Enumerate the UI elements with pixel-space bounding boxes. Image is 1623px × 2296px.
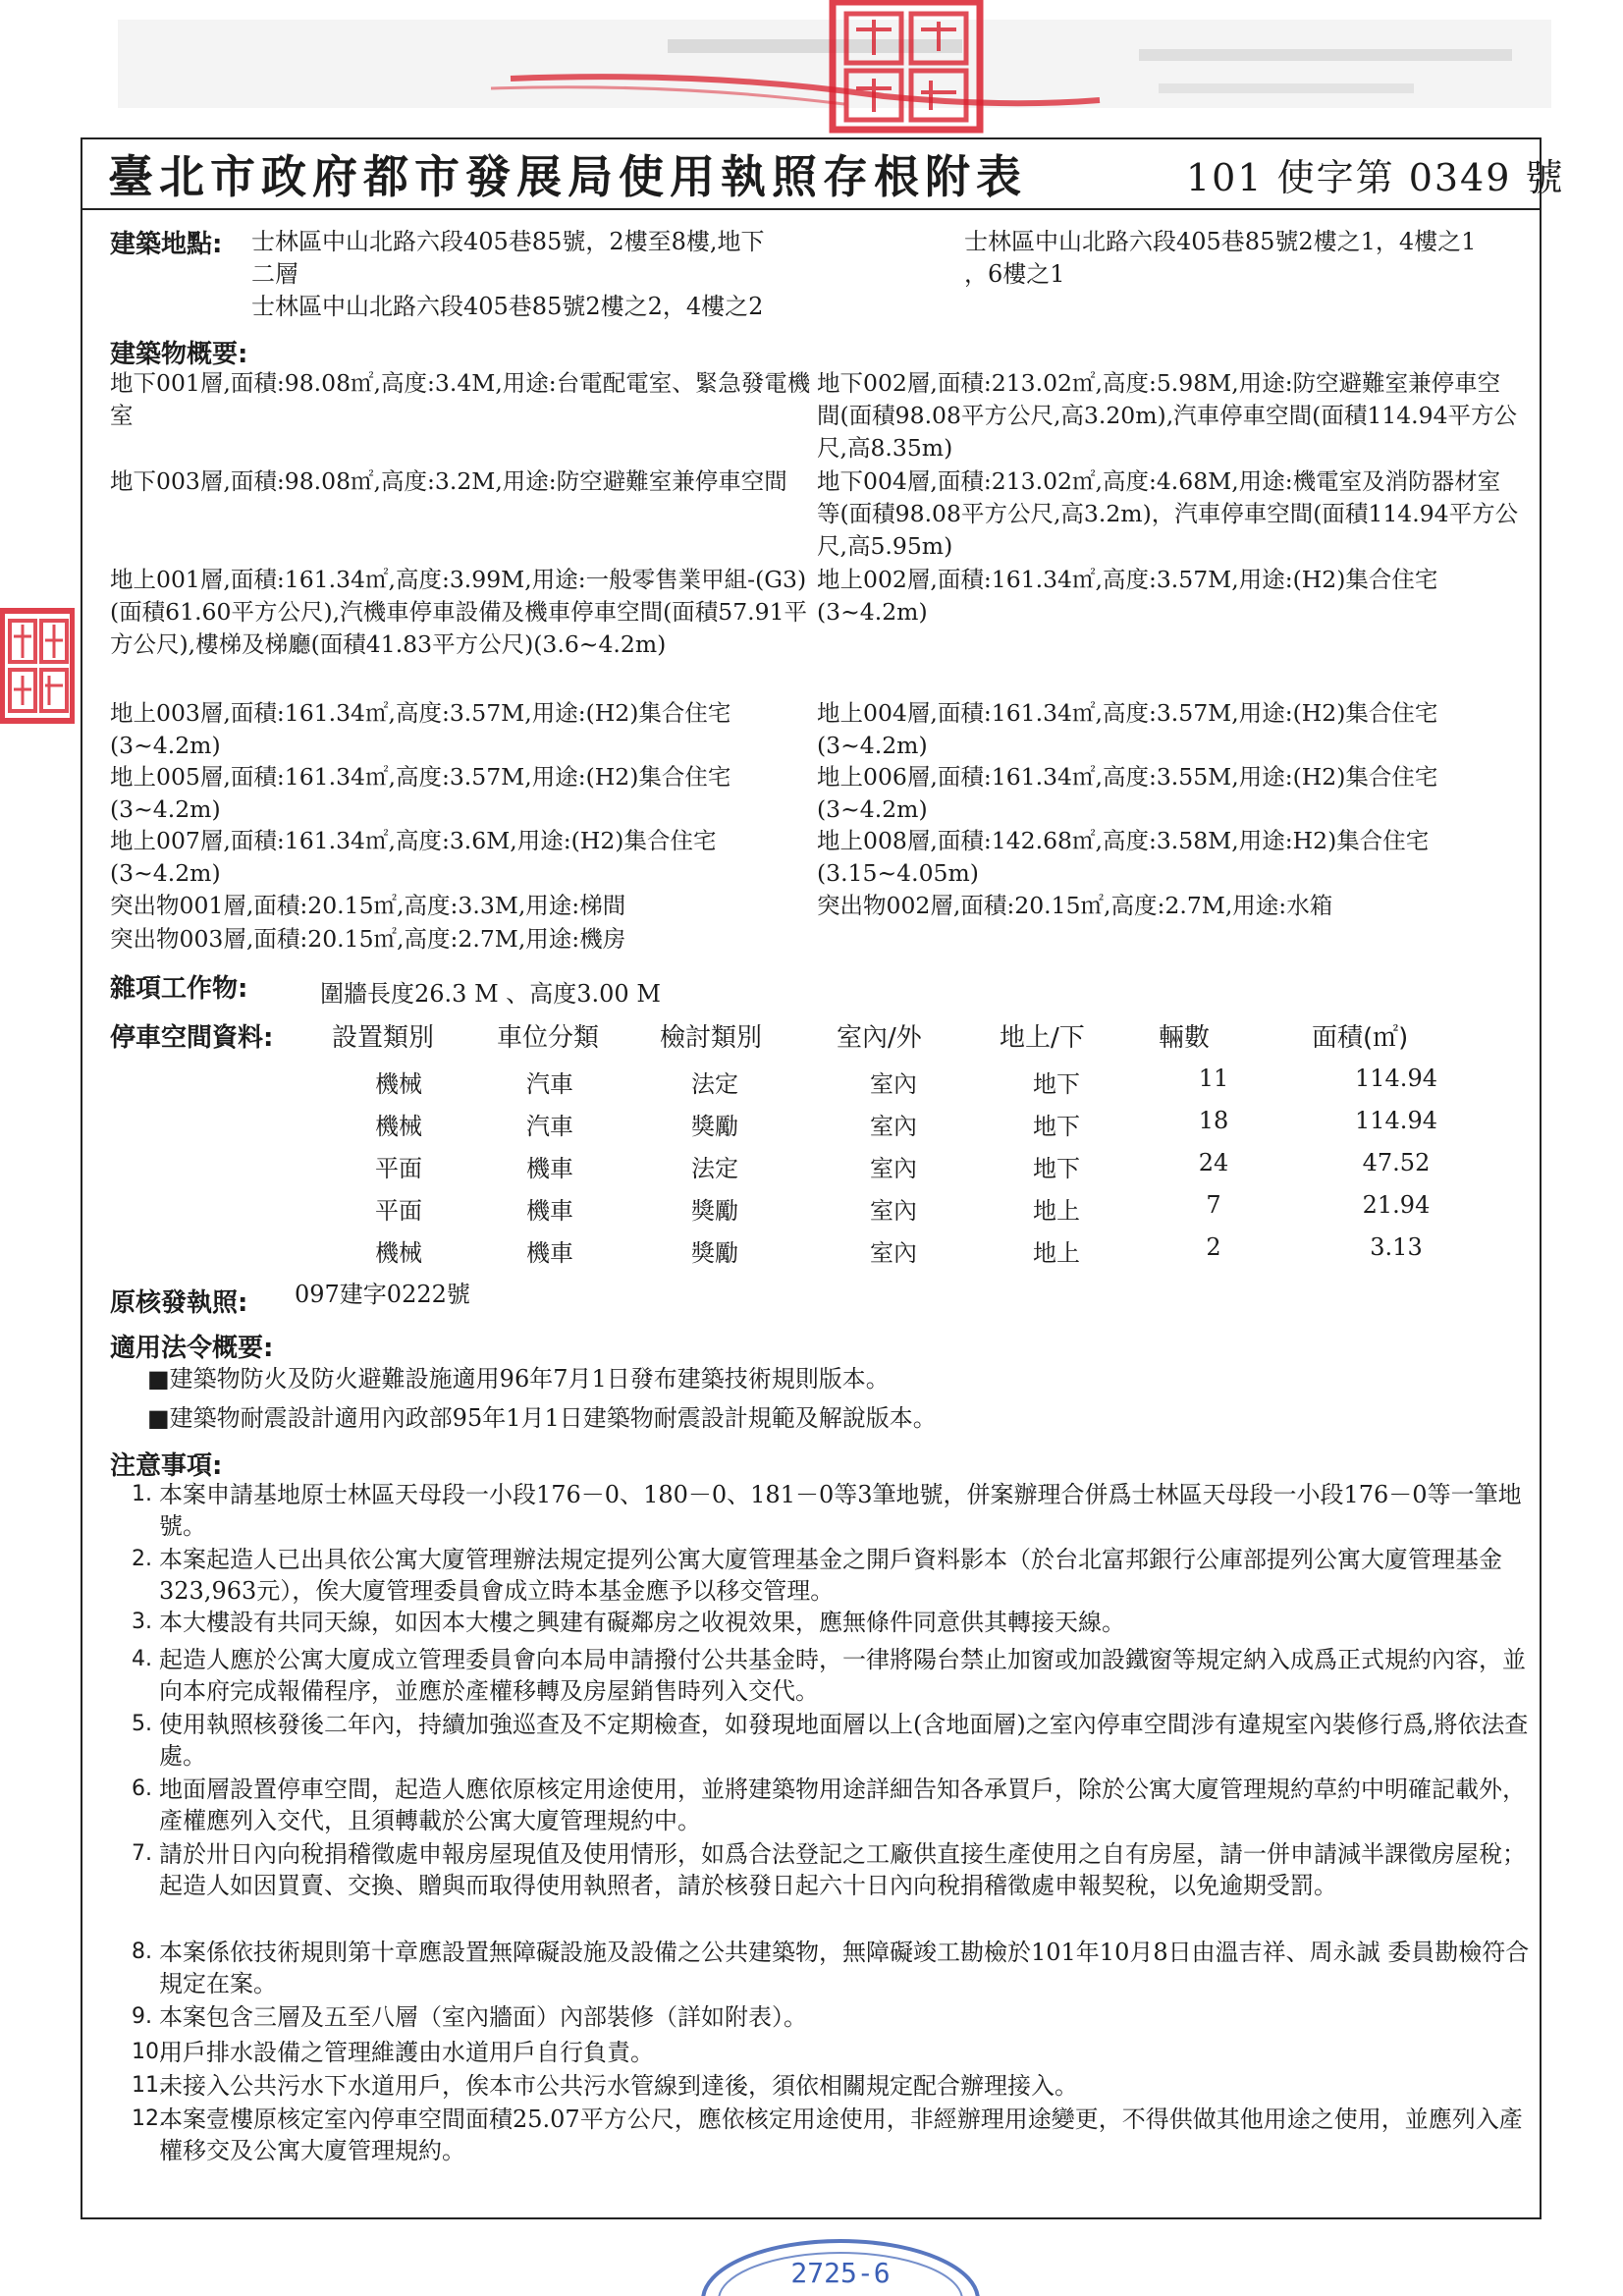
parking-cell: 114.94 bbox=[1355, 1065, 1437, 1092]
parking-cell: 法定 bbox=[691, 1155, 738, 1182]
floor-entry: 地上006層,面積:161.34㎡,高度:3.55M,用途:(H2)集合住宅(3~4.2m) bbox=[817, 763, 1438, 823]
parking-cell: 3.13 bbox=[1370, 1233, 1423, 1261]
misc-value: 圍牆長度26.3 M 、高度3.00 M bbox=[320, 980, 661, 1008]
parking-cell: 平面 bbox=[375, 1197, 422, 1225]
site-section bbox=[110, 220, 1524, 328]
parking-cell: 24 bbox=[1198, 1149, 1229, 1176]
parking-cell: 7 bbox=[1206, 1191, 1221, 1219]
date-stamp-bottom bbox=[693, 2221, 988, 2296]
parking-cell: 21.94 bbox=[1362, 1191, 1431, 1219]
parking-label: 停車空間資料: bbox=[110, 1023, 274, 1053]
parking-cell: 平面 bbox=[375, 1155, 422, 1182]
floor-entry: 地下002層,面積:213.02㎡,高度:5.98M,用途:防空避難室兼停車空間(面積98.08平方公尺,高3.20m),汽車停車空間(面積114.94平方公尺,高8.35m) bbox=[817, 369, 1518, 462]
parking-cell: 地上 bbox=[1033, 1197, 1080, 1225]
parking-cell: 地上 bbox=[1033, 1239, 1080, 1267]
official-seal-left bbox=[0, 607, 75, 725]
floor-entry: 地上008層,面積:142.68㎡,高度:3.58M,用途:H2)集合住宅(3.15~4.05m) bbox=[817, 827, 1430, 887]
floor-entry: 地上001層,面積:161.34㎡,高度:3.99M,用途:一般零售業甲組-(G3)(面積61.60平方公尺),汽機車停車設備及機車停車空間(面積57.91平方公尺),樓梯及梯廳(面積41.83平方公尺)(3.6~4.2m) bbox=[110, 566, 808, 658]
parking-cell: 114.94 bbox=[1355, 1107, 1437, 1134]
stamp-number: 2725-6 bbox=[790, 2257, 891, 2289]
parking-cell: 2 bbox=[1206, 1233, 1221, 1261]
parking-cell: 機車 bbox=[526, 1239, 573, 1267]
note-number: 1. bbox=[132, 1482, 152, 1506]
note-number: 3. bbox=[132, 1610, 152, 1634]
floor-entry: 地上007層,面積:161.34㎡,高度:3.6M,用途:(H2)集合住宅(3~4.2m) bbox=[110, 827, 717, 887]
site-line: 士林區中山北路六段405巷85號2樓之2，4樓之2 bbox=[251, 293, 764, 320]
note-text: 本案包含三層及五至八層（室內牆面）內部裝修（詳如附表）。 bbox=[159, 2003, 807, 2031]
note-text: 地面層設置停車空間，起造人應依原核定用途使用，並將建築物用途詳細告知各承買戶，除於公寓大廈管理規約草約中明確記載外，產權應列入交代，且須轉載於公寓大廈管理規約中。 bbox=[159, 1776, 1526, 1834]
parking-header: 面積(㎡) bbox=[1312, 1023, 1409, 1053]
floor-entry: 突出物002層,面積:20.15㎡,高度:2.7M,用途:水箱 bbox=[817, 892, 1333, 919]
note-number: 11. bbox=[132, 2073, 166, 2098]
note-text: 起造人應於公寓大廈成立管理委員會向本局申請撥付公共基金時，一律將陽台禁止加窗或加設鐵窗等規定納入成爲正式規約內容，並向本府完成報備程序，並應於產權移轉及房屋銷售時列入交代。 bbox=[159, 1646, 1526, 1705]
document-title: 臺北市政府都市發展局使用執照存根附表 bbox=[108, 150, 1027, 203]
site-line: 士林區中山北路六段405巷85號，2樓至8樓,地下 bbox=[251, 228, 765, 255]
floor-entry: 地下004層,面積:213.02㎡,高度:4.68M,用途:機電室及消防器材室等(面積98.08平方公尺,高3.2m)，汽車停車空間(面積114.94平方公尺,高5.95m) bbox=[817, 467, 1519, 560]
note-text: 用戶排水設備之管理維護由水道用戶自行負責。 bbox=[159, 2039, 654, 2066]
note-text: 使用執照核發後二年內，持續加強巡查及不定期檢查，如發現地面層以上(含地面層)之室內停車空間涉有違規室內裝修行爲,將依法查處。 bbox=[159, 1711, 1529, 1770]
misc-label: 雜項工作物: bbox=[110, 974, 248, 1004]
parking-cell: 獎勵 bbox=[691, 1197, 738, 1225]
original-permit-label: 原核發執照: bbox=[110, 1288, 248, 1318]
parking-cell: 11 bbox=[1198, 1065, 1229, 1092]
parking-cell: 機車 bbox=[526, 1197, 573, 1225]
note-number: 12. bbox=[132, 2106, 166, 2131]
parking-cell: 汽車 bbox=[526, 1113, 573, 1140]
permit-number: 101 使字第 0349 號 bbox=[1186, 156, 1565, 199]
official-seal-top bbox=[823, 0, 990, 137]
overview-label: 建築物概要: bbox=[110, 340, 248, 369]
site-line: 二層 bbox=[251, 260, 298, 288]
parking-cell: 獎勵 bbox=[691, 1239, 738, 1267]
note-number: 5. bbox=[132, 1712, 152, 1736]
parking-header: 車位分類 bbox=[497, 1023, 600, 1053]
parking-cell: 汽車 bbox=[526, 1070, 573, 1098]
note-text: 本大樓設有共同天線，如因本大樓之興建有礙鄰房之收視效果，應無條件同意供其轉接天線。 bbox=[159, 1609, 1125, 1636]
parking-header: 室內/外 bbox=[837, 1023, 922, 1053]
parking-cell: 地下 bbox=[1033, 1070, 1080, 1098]
note-text: 本案起造人已出具依公寓大廈管理辦法規定提列公寓大廈管理基金之開戶資料影本（於台北富邦銀行公庫部提列公寓大廈管理基金323,963元），俟大廈管理委員會成立時本基金應予以移交管理。 bbox=[159, 1546, 1502, 1605]
parking-cell: 獎勵 bbox=[691, 1113, 738, 1140]
title-divider bbox=[81, 208, 1542, 210]
parking-cell: 機械 bbox=[375, 1070, 422, 1098]
floor-entry: 地上002層,面積:161.34㎡,高度:3.57M,用途:(H2)集合住宅(3~4.2m) bbox=[817, 566, 1438, 626]
parking-cell: 室內 bbox=[870, 1197, 917, 1225]
floor-entry: 地下003層,面積:98.08㎡,高度:3.2M,用途:防空避難室兼停車空間 bbox=[110, 467, 787, 495]
parking-cell: 法定 bbox=[691, 1070, 738, 1098]
parking-cell: 室內 bbox=[870, 1070, 917, 1098]
laws-label: 適用法令概要: bbox=[110, 1334, 274, 1363]
note-number: 6. bbox=[132, 1777, 152, 1801]
parking-cell: 18 bbox=[1198, 1107, 1229, 1134]
original-permit-value: 097建字0222號 bbox=[295, 1281, 470, 1308]
site-line: 士林區中山北路六段405巷85號2樓之1，4樓之1 bbox=[964, 228, 1477, 255]
note-number: 2. bbox=[132, 1547, 152, 1571]
parking-cell: 機車 bbox=[526, 1155, 573, 1182]
parking-cell: 地下 bbox=[1033, 1113, 1080, 1140]
site-address-col2 bbox=[964, 226, 1524, 291]
law-item: ■建築物防火及防火避難設施適用96年7月1日發布建築技術規則版本。 bbox=[147, 1365, 890, 1393]
floor-entry: 地下001層,面積:98.08㎡,高度:3.4M,用途:台電配電室、緊急發電機室 bbox=[110, 369, 811, 429]
note-number: 10. bbox=[132, 2040, 166, 2064]
title-row bbox=[98, 137, 1565, 203]
parking-header: 地上/下 bbox=[1000, 1023, 1085, 1053]
note-number: 8. bbox=[132, 1940, 152, 1964]
floor-entry: 地上003層,面積:161.34㎡,高度:3.57M,用途:(H2)集合住宅(3~4.2m) bbox=[110, 699, 731, 759]
parking-cell: 地下 bbox=[1033, 1155, 1080, 1182]
site-line: ，6樓之1 bbox=[964, 260, 1065, 288]
floor-entry: 突出物003層,面積:20.15㎡,高度:2.7M,用途:機房 bbox=[110, 925, 626, 953]
floor-entry: 突出物001層,面積:20.15㎡,高度:3.3M,用途:梯間 bbox=[110, 892, 626, 919]
notes-label: 注意事項: bbox=[110, 1451, 223, 1481]
floor-entry: 地上005層,面積:161.34㎡,高度:3.57M,用途:(H2)集合住宅(3~4.2m) bbox=[110, 763, 731, 823]
note-number: 7. bbox=[132, 1841, 152, 1866]
note-text: 本案壹樓原核定室內停車空間面積25.07平方公尺，應依核定用途使用，非經辦理用途變更，不得供做其他用途之使用，並應列入產權移交及公寓大廈管理規約。 bbox=[159, 2105, 1523, 2164]
note-text: 請於卅日內向稅捐稽徵處申報房屋現值及使用情形，如爲合法登記之工廠供直接生產使用之自有房屋，請一併申請減半課徵房屋稅；起造人如因買賣、交換、贈與而取得使用執照者，請於核發日起六十日內向稅捐稽徵處申報契稅，以免逾期受罰。 bbox=[159, 1840, 1526, 1899]
floor-entry: 地上004層,面積:161.34㎡,高度:3.57M,用途:(H2)集合住宅(3~4.2m) bbox=[817, 699, 1438, 759]
note-number: 4. bbox=[132, 1647, 152, 1671]
parking-cell: 47.52 bbox=[1362, 1149, 1431, 1176]
parking-cell: 機械 bbox=[375, 1113, 422, 1140]
note-text: 本案係依技術規則第十章應設置無障礙設施及設備之公共建築物，無障礙竣工勘檢於101年10月8日由溫吉祥、周永誠 委員勘檢符合規定在案。 bbox=[159, 1939, 1530, 1997]
parking-cell: 機械 bbox=[375, 1239, 422, 1267]
note-number: 9. bbox=[132, 2004, 152, 2029]
note-text: 未接入公共污水下水道用戶，俟本市公共污水管線到達後，須依相關規定配合辦理接入。 bbox=[159, 2072, 1078, 2100]
parking-header: 檢討類別 bbox=[660, 1023, 763, 1053]
parking-cell: 室內 bbox=[870, 1113, 917, 1140]
parking-cell: 室內 bbox=[870, 1239, 917, 1267]
parking-cell: 室內 bbox=[870, 1155, 917, 1182]
parking-header: 輛數 bbox=[1159, 1023, 1211, 1053]
site-address-col1 bbox=[251, 226, 929, 323]
site-label: 建築地點: bbox=[110, 230, 223, 259]
parking-header: 設置類別 bbox=[332, 1023, 435, 1053]
note-text: 本案申請基地原士林區天母段一小段176－0、180－0、181－0等3筆地號，併案辦理合併爲士林區天母段一小段176－0等一筆地號。 bbox=[159, 1481, 1522, 1540]
law-item: ■建築物耐震設計適用內政部95年1月1日建築物耐震設計規範及解說版本。 bbox=[147, 1404, 937, 1432]
